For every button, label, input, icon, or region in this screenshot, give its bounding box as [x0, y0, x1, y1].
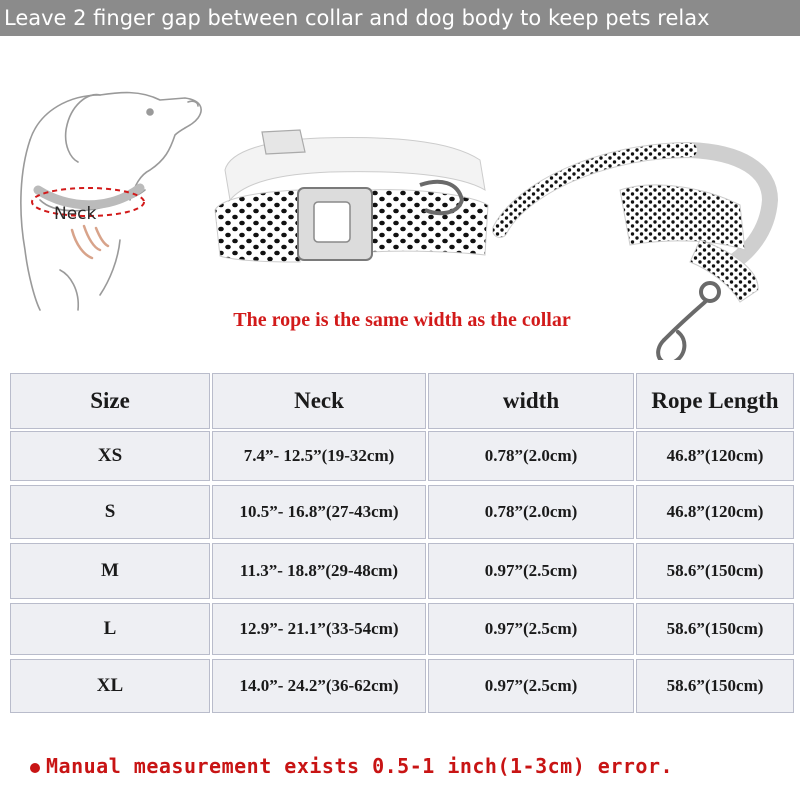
table-row-size: XS	[10, 431, 210, 481]
header-neck: Neck	[212, 373, 426, 429]
table-row-size: L	[10, 603, 210, 655]
table-row-rope: 58.6”(150cm)	[636, 543, 794, 599]
measurement-note-text: Manual measurement exists 0.5-1 inch(1-3cm) error.	[46, 754, 674, 778]
table-row-neck: 12.9”- 21.1”(33-54cm)	[212, 603, 426, 655]
banner-text: Leave 2 finger gap between collar and dog body to keep pets relax	[4, 6, 710, 30]
table-row-size: M	[10, 543, 210, 599]
table-row-width: 0.78”(2.0cm)	[428, 431, 634, 481]
bullet-dot-icon	[30, 763, 40, 773]
table-row-width: 0.97”(2.5cm)	[428, 543, 634, 599]
illustration-caption: The rope is the same width as the collar	[233, 309, 571, 331]
product-illustration	[0, 40, 800, 360]
table-row-width: 0.78”(2.0cm)	[428, 485, 634, 539]
table-row-size: XL	[10, 659, 210, 713]
table-row-neck: 7.4”- 12.5”(19-32cm)	[212, 431, 426, 481]
table-row-width: 0.97”(2.5cm)	[428, 603, 634, 655]
header-rope-length: Rope Length	[636, 373, 794, 429]
table-row-neck: 10.5”- 16.8”(27-43cm)	[212, 485, 426, 539]
table-row-neck: 14.0”- 24.2”(36-62cm)	[212, 659, 426, 713]
measurement-note	[30, 754, 790, 778]
neck-label: Neck	[54, 204, 97, 224]
header-width: width	[428, 373, 634, 429]
table-row-rope: 46.8”(120cm)	[636, 431, 794, 481]
size-table	[0, 365, 800, 720]
snap-hook-icon	[658, 283, 719, 360]
table-row-rope: 58.6”(150cm)	[636, 659, 794, 713]
table-row-rope: 46.8”(120cm)	[636, 485, 794, 539]
table-row-rope: 58.6”(150cm)	[636, 603, 794, 655]
table-row-size: S	[10, 485, 210, 539]
table-row-width: 0.97”(2.5cm)	[428, 659, 634, 713]
hand-sketch-icon	[72, 226, 108, 258]
table-row-neck: 11.3”- 18.8”(29-48cm)	[212, 543, 426, 599]
header-size: Size	[10, 373, 210, 429]
top-banner	[0, 0, 800, 36]
collar-product-icon	[215, 130, 488, 262]
